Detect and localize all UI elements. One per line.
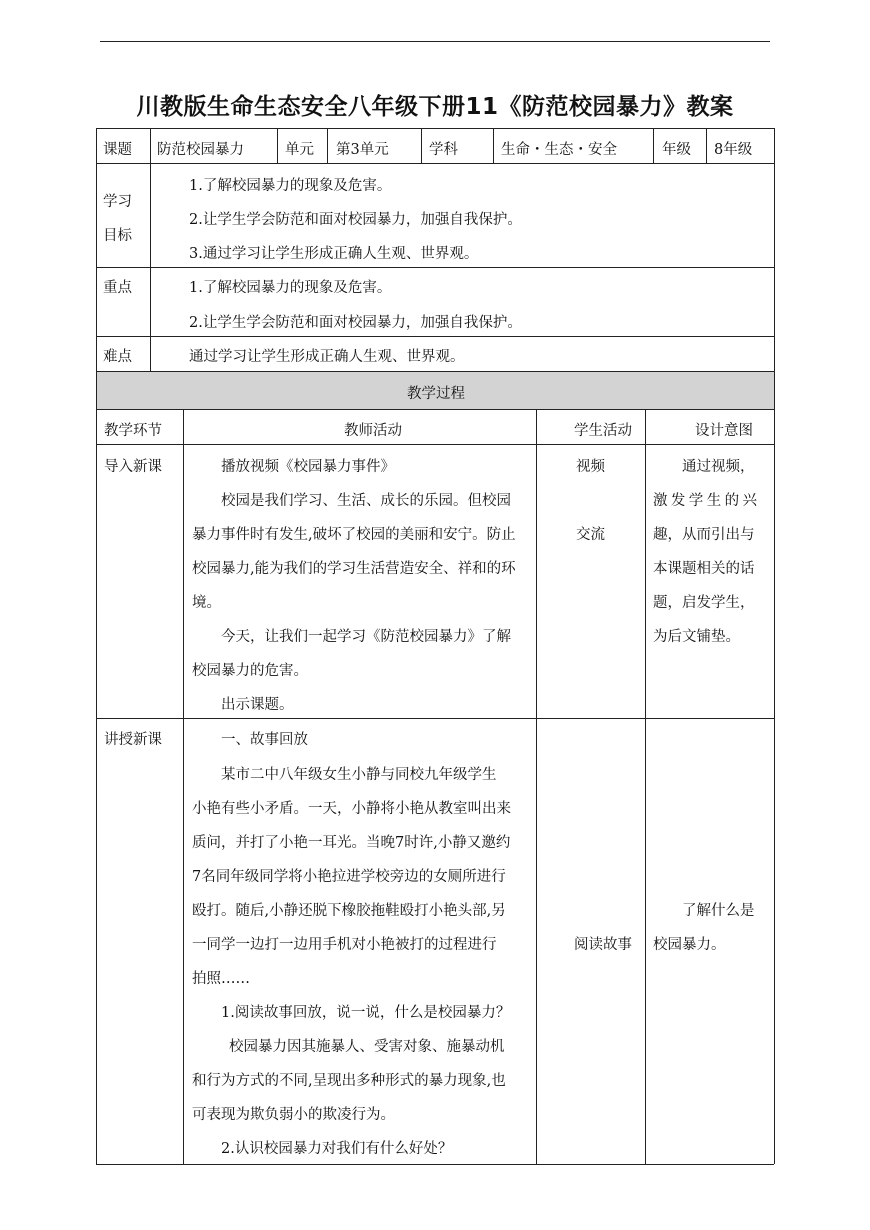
teacher-line: 7名同年级同学将小艳拉进学校旁边的女厕所进行 bbox=[192, 869, 506, 885]
table-rule bbox=[96, 163, 774, 164]
stage-cell: 导入新课 bbox=[104, 459, 162, 475]
teacher-line: 一、故事回放 bbox=[221, 732, 308, 748]
table-rule bbox=[150, 128, 151, 371]
header-rule bbox=[100, 41, 770, 42]
student-line: 阅读故事 bbox=[574, 937, 632, 953]
intent-line: 为后文铺垫。 bbox=[653, 629, 740, 645]
table-rule bbox=[774, 128, 775, 1164]
goal-item: 3.通过学习让学生形成正确人生观、世界观。 bbox=[189, 246, 479, 262]
difficulty-label: 难点 bbox=[103, 349, 132, 365]
table-rule bbox=[183, 409, 184, 1164]
table-rule bbox=[96, 1164, 774, 1165]
teacher-line: 校园暴力的危害。 bbox=[192, 663, 308, 679]
teacher-line: 质问，并打了小艳一耳光。当晚7时许,小静又邀约 bbox=[192, 835, 511, 851]
column-header-stage: 教学环节 bbox=[104, 423, 162, 439]
teacher-line: 拍照…… bbox=[192, 971, 250, 987]
teacher-line: 小艳有些小矛盾。一天，小静将小艳从教室叫出来 bbox=[192, 801, 511, 817]
table-rule bbox=[96, 267, 774, 268]
goals-label: 目标 bbox=[103, 228, 132, 244]
teacher-line: 和行为方式的不同,呈现出多种形式的暴力现象,也 bbox=[192, 1073, 506, 1089]
intent-line: 通过视频， bbox=[682, 459, 755, 475]
teacher-line: 暴力事件时有发生,破坏了校园的美丽和安宁。防止 bbox=[192, 527, 516, 543]
table-rule bbox=[706, 128, 707, 163]
intent-line: 题，启发学生， bbox=[653, 595, 755, 611]
teacher-line: 校园暴力因其施暴人、受害对象、施暴动机 bbox=[229, 1039, 505, 1055]
table-rule bbox=[96, 128, 774, 129]
table-rule bbox=[536, 409, 537, 1164]
key-points-label: 重点 bbox=[103, 280, 132, 296]
subject-value: 生命・生态・安全 bbox=[501, 142, 617, 158]
student-line: 交流 bbox=[576, 527, 605, 543]
teacher-line: 境。 bbox=[192, 595, 221, 611]
student-line: 视频 bbox=[576, 459, 605, 475]
table-rule bbox=[96, 371, 774, 372]
topic-value: 防范校园暴力 bbox=[157, 142, 244, 158]
table-rule bbox=[96, 128, 97, 1164]
table-rule bbox=[421, 128, 422, 163]
unit-value: 第3单元 bbox=[336, 142, 389, 158]
table-rule bbox=[653, 128, 654, 163]
intent-line: 了解什么是 bbox=[682, 903, 755, 919]
teacher-line: 1.阅读故事回放，说一说，什么是校园暴力？ bbox=[221, 1005, 511, 1021]
column-header-student: 学生活动 bbox=[574, 423, 632, 439]
intent-line: 本课题相关的话 bbox=[653, 561, 755, 577]
document-title: 川教版生命生态安全八年级下册11《防范校园暴力》教案 bbox=[136, 94, 734, 120]
topic-label: 课题 bbox=[103, 142, 132, 158]
teacher-line: 殴打。随后,小静还脱下橡胶拖鞋殴打小艳头部,另 bbox=[192, 903, 506, 919]
column-header-intent: 设计意图 bbox=[695, 423, 753, 439]
table-rule bbox=[96, 336, 774, 337]
key-point-item: 2.让学生学会防范和面对校园暴力，加强自我保护。 bbox=[189, 315, 522, 331]
column-header-teacher: 教师活动 bbox=[344, 423, 402, 439]
teacher-line: 校园暴力,能为我们的学习生活营造安全、祥和的环 bbox=[192, 561, 516, 577]
table-rule bbox=[96, 718, 774, 719]
teacher-line: 校园是我们学习、生活、成长的乐园。但校园 bbox=[221, 493, 511, 509]
table-rule bbox=[96, 409, 774, 410]
grade-label: 年级 bbox=[662, 142, 691, 158]
grade-value: 8年级 bbox=[714, 142, 753, 158]
table-rule bbox=[327, 128, 328, 163]
teacher-line: 可表现为欺负弱小的欺凌行为。 bbox=[192, 1107, 395, 1123]
unit-label: 单元 bbox=[285, 142, 314, 158]
process-header: 教学过程 bbox=[407, 386, 465, 402]
teacher-line: 出示课题。 bbox=[221, 697, 294, 713]
stage-cell: 讲授新课 bbox=[104, 732, 162, 748]
subject-label: 学科 bbox=[429, 142, 458, 158]
table-rule bbox=[645, 409, 646, 1164]
goal-item: 1.了解校园暴力的现象及危害。 bbox=[189, 178, 392, 194]
table-rule bbox=[277, 128, 278, 163]
teacher-line: 某市二中八年级女生小静与同校九年级学生 bbox=[221, 767, 497, 783]
intent-line: 校园暴力。 bbox=[653, 937, 726, 953]
intent-line: 激发学生的兴 bbox=[653, 493, 761, 509]
difficulty-text: 通过学习让学生形成正确人生观、世界观。 bbox=[189, 349, 465, 365]
teacher-line: 播放视频《校园暴力事件》 bbox=[221, 459, 395, 475]
teacher-line: 2.认识校园暴力对我们有什么好处？ bbox=[221, 1141, 453, 1157]
goal-item: 2.让学生学会防范和面对校园暴力，加强自我保护。 bbox=[189, 212, 522, 228]
table-rule bbox=[96, 444, 774, 445]
intent-line: 趣，从而引出与 bbox=[653, 527, 755, 543]
teacher-line: 一同学一边打一边用手机对小艳被打的过程进行 bbox=[192, 937, 497, 953]
key-point-item: 1.了解校园暴力的现象及危害。 bbox=[189, 280, 392, 296]
teacher-line: 今天，让我们一起学习《防范校园暴力》了解 bbox=[221, 629, 511, 645]
goals-label: 学习 bbox=[103, 194, 132, 210]
table-rule bbox=[493, 128, 494, 163]
